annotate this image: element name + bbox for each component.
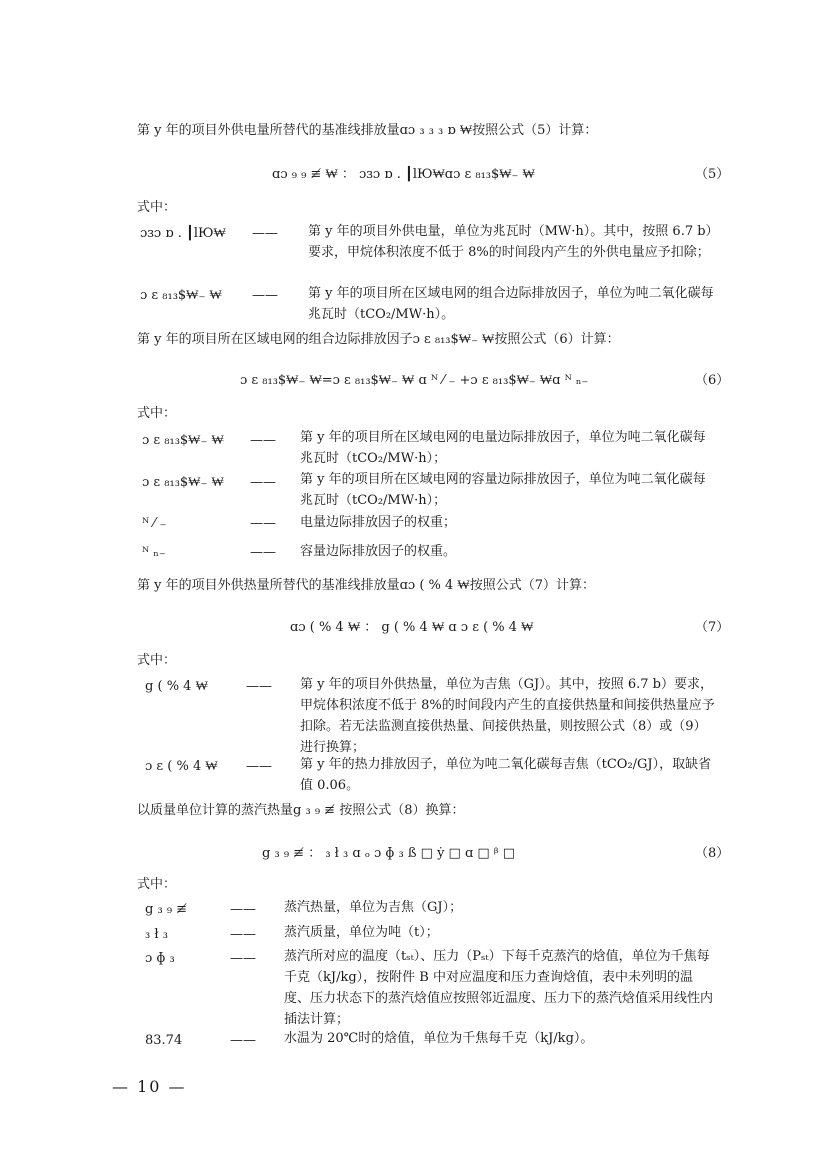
def-dash: ——	[252, 226, 278, 241]
def-description: 第 y 年的项目所在区域电网的组合边际排放因子，单位为吨二氧化碳每兆瓦时（tCO₂/MW·h）。	[308, 286, 714, 322]
def-symbol: ց ₃ ₉ ≢	[145, 902, 188, 917]
def-description: 蒸汽质量，单位为吨（t）；	[284, 925, 439, 940]
intro-heat-paragraph: 第 y 年的项目外供热量所替代的基准线排放量ɑɔ ( % 4 ₩按照公式（7）计算：	[137, 578, 595, 593]
where-label-4: 式中：	[137, 877, 177, 892]
def-dash: ——	[230, 902, 256, 917]
def-description: 第 y 年的项目所在区域电网的电量边际排放因子，单位为吨二氧化碳每兆瓦时（tCO₂/MW·h）；	[300, 430, 706, 466]
def-symbol: 83.74	[145, 1033, 183, 1048]
def-description: 第 y 年的项目外供热量，单位为吉焦（GJ）。其中，按照 6.7 b）要求，甲烷体积浓度不低于 8%的时间段内产生的直接供热量和间接供热量应予扣除。若无法监测直接供热量、间接供热量，则按照公式（8）或（9）进行换算；	[300, 677, 715, 755]
def-symbol: ɔ ɛ ₈₁₃$₩₋ ₩	[142, 433, 224, 448]
equation-5: ɑɔ ₉ ₉ ≢ ₩ ： ɔɜɔ ɒ . ┃lЮ₩ɑɔ ɛ ₈₁₃$₩₋ ₩	[272, 167, 535, 182]
def-description: 水温为 20℃时的焓值，单位为千焦每千克（kJ/kg）。	[284, 1031, 594, 1046]
def-description: 蒸汽热量，单位为吉焦（GJ）；	[284, 900, 463, 915]
def-symbol: ɔ ɸ ₃	[145, 951, 175, 966]
where-label-2: 式中：	[137, 406, 177, 421]
def-symbol: ₃ ł ₃	[145, 927, 168, 942]
equation-8: ց ₃ ₉ ≢ ： ₃ ł ₃ ɑ ₒ ɔ ɸ ₃ ß □ ẏ □ ɑ □ ᵝ □	[262, 846, 515, 861]
def-dash: ——	[230, 1033, 256, 1048]
intro-elec-paragraph: 第 y 年的项目外供电量所替代的基准线排放量ɑɔ ₃ ₃ ₃ ɒ ₩按照公式（5）计算：	[137, 123, 598, 138]
def-symbol: ᴺ ₙ₋	[142, 545, 166, 560]
def-symbol: ᴺ ⁄ ₋	[142, 516, 167, 531]
def-dash: ——	[250, 516, 276, 531]
equation-7-number: （7）	[695, 620, 730, 635]
def-symbol: ɔ ɛ ₈₁₃$₩₋ ₩	[142, 475, 224, 490]
def-dash: ——	[250, 433, 276, 448]
equation-8-number: （8）	[695, 846, 730, 861]
def-dash: ——	[230, 927, 256, 942]
page-number: — 10 —	[112, 1077, 187, 1096]
def-dash: ——	[246, 679, 272, 694]
def-description: 蒸汽所对应的温度（tₛₜ）、压力（Pₛₜ）下每千克蒸汽的焓值，单位为千焦每千克（kJ/kg），按附件 B 中对应温度和压力查询焓值，表中未列明的温度、压力状态下的蒸汽焓值应按照邻近温度、压力下的蒸汽焓值采用线性内插法计算；	[284, 949, 714, 1027]
def-symbol: ɔɜɔ ɒ . ┃lЮ₩	[140, 226, 226, 241]
def-dash: ——	[252, 288, 278, 303]
equation-6: ɔ ɛ ₈₁₃$₩₋ ₩=ɔ ɛ ₈₁₃$₩₋ ₩ ɑ ᴺ ⁄ ₋ +ɔ ɛ ₈₁₃$₩₋ ₩ɑ ᴺ ₙ₋	[240, 373, 589, 388]
def-description: 第 y 年的项目外供电量，单位为兆瓦时（MW·h）。其中，按照 6.7 b）要求，甲烷体积浓度不低于 8%的时间段内产生的外供电量应予扣除；	[308, 224, 713, 260]
def-description: 电量边际排放因子的权重；	[300, 515, 457, 530]
def-symbol: ɔ ɛ ( % 4 ₩	[145, 759, 218, 774]
def-description: 第 y 年的项目所在区域电网的容量边际排放因子，单位为吨二氧化碳每兆瓦时（tCO₂/MW·h）；	[300, 472, 706, 508]
def-dash: ——	[250, 545, 276, 560]
def-dash: ——	[250, 475, 276, 490]
def-symbol: ɔ ɛ ₈₁₃$₩₋ ₩	[140, 288, 222, 303]
intro-cm-paragraph: 第 y 年的项目所在区域电网的组合边际排放因子ɔ ɛ ₈₁₃$₩₋ ₩按照公式（6）计算：	[137, 332, 620, 347]
def-symbol: ց ( % 4 ₩	[145, 679, 208, 694]
intro-steam-paragraph: 以质量单位计算的蒸汽热量ց ₃ ₉ ≢ 按照公式（8）换算：	[137, 803, 465, 818]
equation-5-number: （5）	[695, 167, 730, 182]
def-description: 容量边际排放因子的权重。	[300, 544, 457, 559]
def-description: 第 y 年的热力排放因子，单位为吨二氧化碳每吉焦（tCO₂/GJ），取缺省值 0.06。	[300, 757, 712, 793]
def-dash: ——	[230, 951, 256, 966]
where-label-3: 式中：	[137, 653, 177, 668]
where-label-1: 式中：	[137, 200, 177, 215]
equation-6-number: （6）	[695, 373, 730, 388]
def-dash: ——	[246, 759, 272, 774]
equation-7: ɑɔ ( % 4 ₩ ： ց ( % 4 ₩ ɑ ɔ ɛ ( % 4 ₩	[290, 620, 534, 635]
